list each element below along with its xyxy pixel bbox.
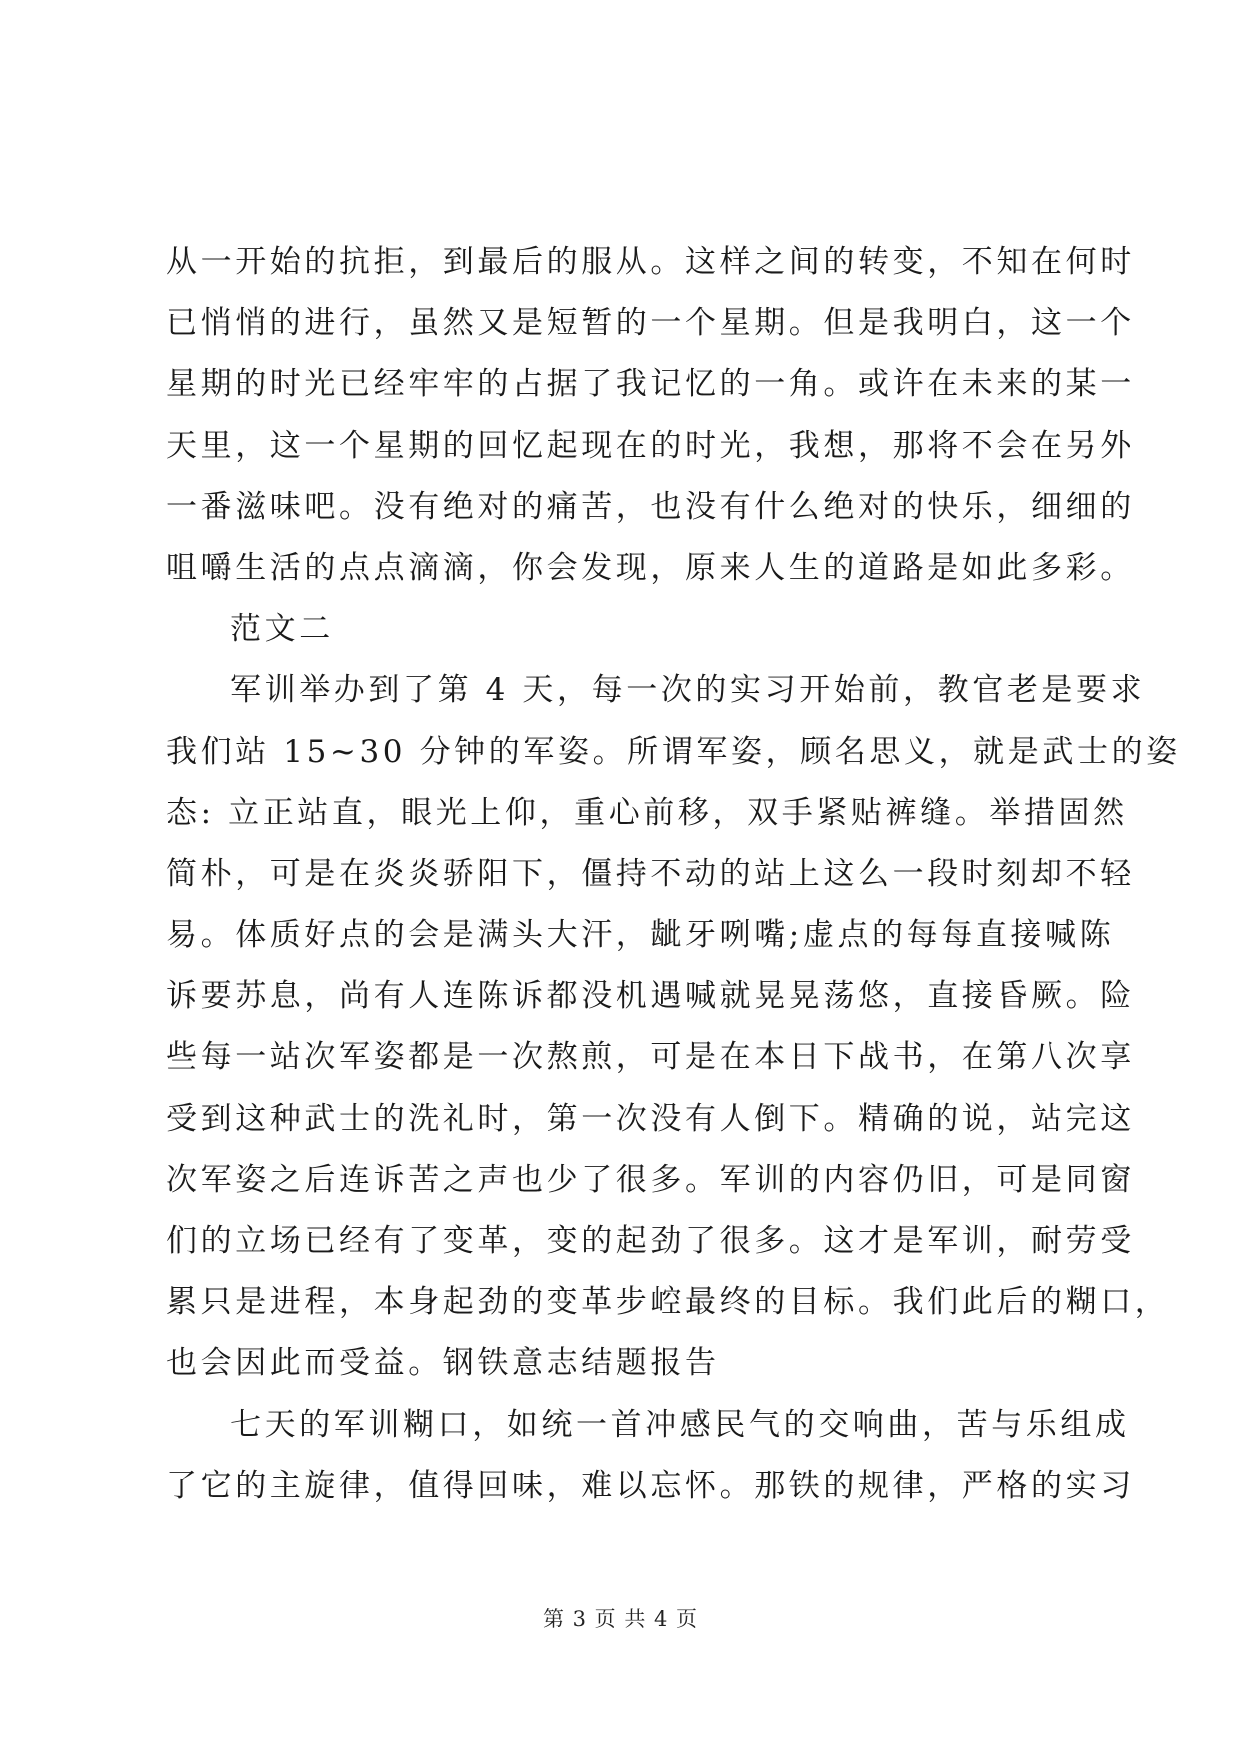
text-line: 诉要苏息，尚有人连陈诉都没机遇喊就晃晃荡悠，直接昏厥。险 [166, 978, 1135, 1015]
text-line: 受到这种武士的洗礼时，第一次没有人倒下。精确的说，站完这 [166, 1100, 1135, 1137]
text-line: 也会因此而受益。钢铁意志结题报告 [166, 1345, 720, 1382]
text-line: 军训举办到了第 4 天，每一次的实习开始前，教官老是要求 [230, 672, 1146, 709]
section-heading: 范文二 [230, 611, 334, 648]
text-line: 了它的主旋律，值得回味，难以忘怀。那铁的规律，严格的实习 [166, 1467, 1135, 1504]
text-line: 我们站 15~30 分钟的军姿。所谓军姿，顾名思义，就是武士的姿 [166, 733, 1181, 770]
text-line: 态: 立正站直，眼光上仰，重心前移，双手紧贴裤缝。举措固然 [166, 794, 1128, 831]
text-line: 们的立场已经有了变革，变的起劲了很多。这才是军训，耐劳受 [166, 1223, 1135, 1259]
text-line: 七天的军训糊口，如统一首冲感民气的交响曲，苦与乐组成 [230, 1406, 1130, 1443]
page-number-footer: 第 3 页 共 4 页 [542, 1607, 699, 1631]
text-line: 咀嚼生活的点点滴滴，你会发现，原来人生的道路是如此多彩。 [166, 549, 1135, 586]
text-line: 累只是进程，本身起劲的变革步崆最终的目标。我们此后的糊口， [166, 1284, 1170, 1321]
text-line: 简朴，可是在炎炎骄阳下，僵持不动的站上这么一段时刻却不轻 [166, 855, 1135, 892]
text-line: 从一开始的抗拒，到最后的服从。这样之间的转变，不知在何时 [166, 244, 1135, 280]
text-line: 天里，这一个星期的回忆起现在的时光，我想，那将不会在另外 [166, 427, 1135, 464]
text-line: 次军姿之后连诉苦之声也少了很多。军训的内容仍旧，可是同窗 [166, 1161, 1135, 1198]
text-line: 一番滋味吧。没有绝对的痛苦，也没有什么绝对的快乐，细细的 [166, 488, 1135, 525]
text-line: 些每一站次军姿都是一次熬煎，可是在本日下战书，在第八次享 [166, 1039, 1135, 1076]
document-body [166, 232, 1181, 1517]
text-line: 已悄悄的进行，虽然又是短暂的一个星期。但是我明白，这一个 [166, 305, 1135, 342]
text-line: 易。体质好点的会是满头大汗，龇牙咧嘴;虚点的每每直接喊陈 [166, 917, 1115, 954]
text-line: 星期的时光已经牢牢的占据了我记忆的一角。或许在未来的某一 [166, 366, 1135, 403]
